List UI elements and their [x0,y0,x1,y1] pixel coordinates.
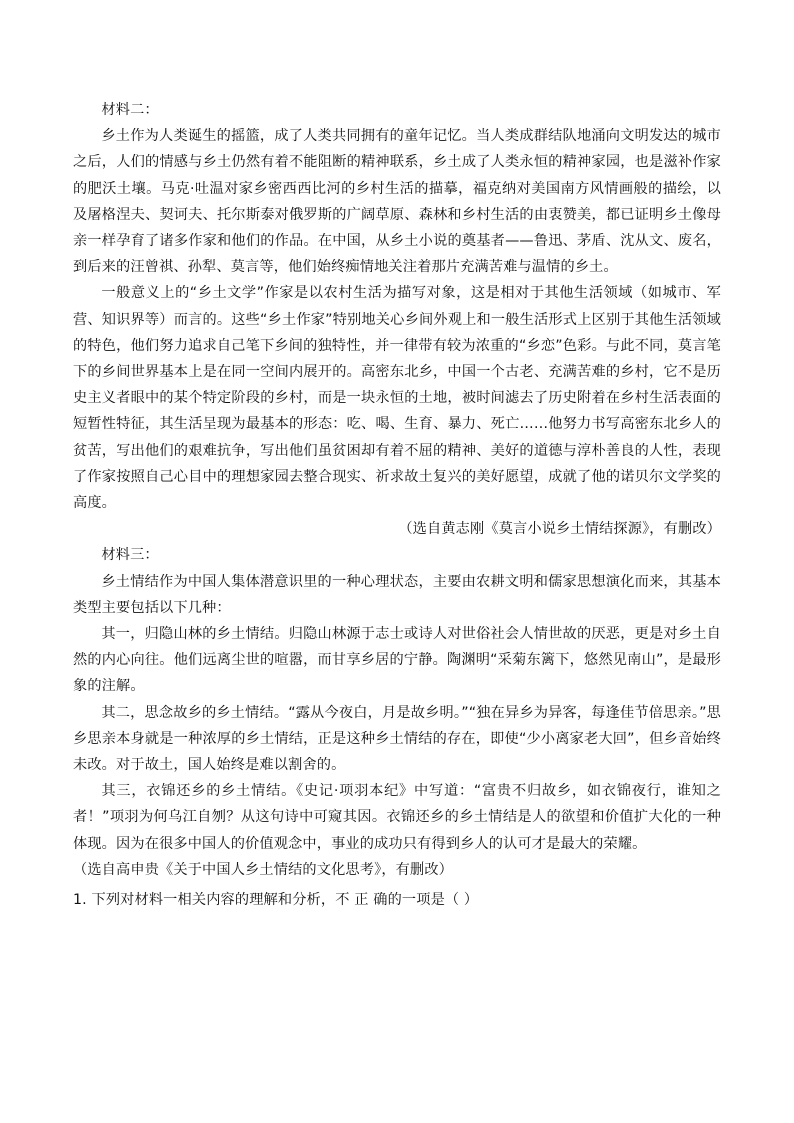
document-body [73,97,721,913]
material-three-section [73,542,721,883]
material-three-source: （选自高申贵《关于中国人乡土情结的文化思考》，有删改） [73,861,454,878]
material-three-paragraph-2: 其一，归隐山林的乡土情结。归隐山林源于志士或诗人对世俗社会人情世故的厌恶，更是对乡土自然的内心向往。他们远离尘世的喧嚣，而甘享乡居的宁静。陶渊明“采菊东篱下，悠然见南山”，是最形象的注解。 [73,626,721,695]
material-two-section [73,97,721,542]
material-two-heading: 材料二： [101,102,159,118]
material-three-paragraph-4: 其三，衣锦还乡的乡土情结。《史记·项羽本纪》中写道：“富贵不归故乡，如衣锦夜行，谁知之者！”项羽为何乌江自刎？从这句诗中可窥其因。衣锦还乡的乡土情结是人的欲望和价值扩大化的一种体现。因为在很多中国人的价值观念中，事业的成功只有得到乡人的认可才是最大的荣耀。 [73,783,721,852]
material-three-heading: 材料三： [101,547,159,564]
material-three-paragraph-1: 乡土情结作为中国人集体潜意识里的一种心理状态，主要由农耕文明和儒家思想演化而来，其基本类型主要包括以下几种： [73,573,721,616]
material-two-paragraph-2: 一般意义上的“乡土文学”作家是以农村生活为描写对象，这是相对于其他生活领域（如城市、军营、知识界等）而言的。这些“乡土作家”特别地关心乡间外观上和一般生活形式上区别于其他生活领域的特色，他们努力追求自己笔下乡间的独特性，并一律带有较为浓重的“乡恋”色彩。与此不同，莫言笔下的乡间世界基本上是在同一空间内展开的。高密东北乡，中国一个古老、充满苦难的乡村，它不是历史主义者眼中的某个特定阶段的乡村，而是一块永恒的土地，被时间滤去了历史附着在乡村生活表面的短暂性特征，其生活呈现为最基本的形态：吃、喝、生育、暴力、死亡……他努力书写高密东北乡人的贫苦，写出他们的艰难抗争，写出他们虽贫困却有着不屈的精神、美好的道德与淳朴善良的人性，表现了作家按照自己心目中的理想家园去整合现实、祈求故土复兴的美好愿望，成就了他的诺贝尔文学奖的高度。 [73,285,721,512]
question-one: 1. 下列对材料一相关内容的理解和分析，不 正 确的一项是（ ） [73,892,479,909]
material-two-source: （选自黄志刚《莫言小说乡土情结探源》，有删改） [398,521,721,538]
material-two-paragraph-1: 乡土作为人类诞生的摇篮，成了人类共同拥有的童年记忆。当人类成群结队地涌向文明发达的城市之后，人们的情感与乡土仍然有着不能阻断的精神联系，乡土成了人类永恒的精神家园，也是滋补作家的肥沃土壤。马克·吐温对家乡密西西比河的乡村生活的描摹，福克纳对美国南方风情画般的描绘，以及屠格涅夫、契诃夫、托尔斯泰对俄罗斯的广阔草原、森林和乡村生活的由衷赞美，都已证明乡土像母亲一样孕育了诸多作家和他们的作品。在中国，从乡土小说的奠基者——鲁迅、茅盾、沈从文、废名，到后来的汪曾祺、孙犁、莫言等，他们始终痴情地关注着那片充满苦难与温情的乡土。 [73,128,721,276]
material-three-paragraph-3: 其二，思念故乡的乡土情结。“露从今夜白，月是故乡明。”“独在异乡为异客，每逢佳节倍思亲。”思乡思亲本身就是一种浓厚的乡土情结，正是这种乡土情结的存在，即使“少小离家老大回”，但乡音始终未改。对于故土，国人始终是难以割舍的。 [73,704,721,774]
